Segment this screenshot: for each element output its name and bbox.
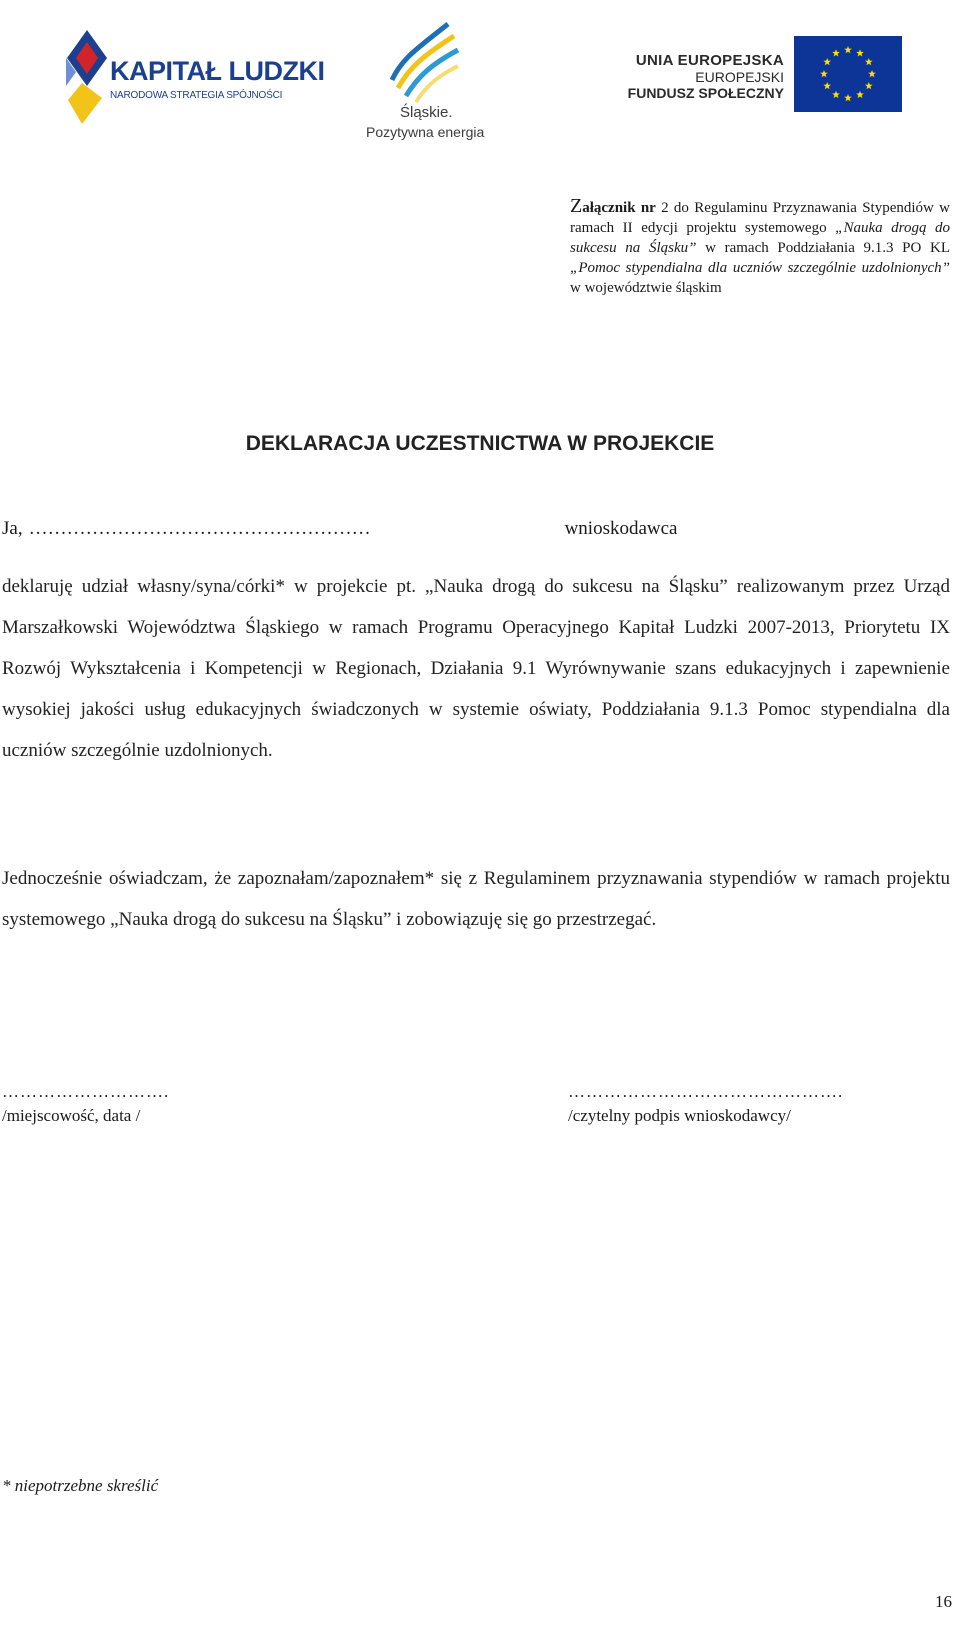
eu-star-icon [820,70,828,77]
eu-line2: EUROPEJSKI [695,69,784,85]
eu-star-icon [832,49,840,56]
applicant-signature-dots: ………………………………………. [568,1082,844,1101]
kapital-ludzki-name: KAPITAŁ LUDZKI [110,56,325,86]
place-date-signature [2,1082,169,1126]
statement-paragraph: Jednocześnie oświadczam, że zapoznałam/zapoznałem* się z Regulaminem przyznawania stypendiów w ramach projektu systemowego „Nauka drogą do sukcesu na Śląsku” i zobowiązuję się go przestrzegać. [2,868,950,930]
kapital-ludzki-emblem-icon [62,28,112,128]
eu-flag-icon [794,36,902,112]
applicant-line [2,518,678,540]
annex-note [570,196,950,298]
page-title: DEKLARACJA UCZESTNICTWA W PROJEKCIE [245,432,715,455]
eu-star-icon [868,70,876,77]
annex-initial: Z [570,195,583,217]
slaskie-subtitle: Pozytywna energia [366,124,485,140]
eu-star-icon [844,94,852,101]
annex-measure-name: „Pomoc stypendialna dla uczniów szczególnie uzdolnionych” [570,260,950,276]
eu-line1: UNIA EUROPEJSKA [635,52,784,69]
annex-project-name: „Nauka drogą do sukcesu na Śląsku” [570,220,950,256]
eu-star-icon [865,82,873,89]
slaskie-waves-icon [388,18,460,104]
eu-star-icon [844,46,852,53]
applicant-name-dots: ……………………………………………… [28,518,371,539]
place-date-label: /miejscowość, data / [2,1106,141,1125]
eu-star-icon [865,58,873,65]
ja-label: Ja, [2,518,23,539]
eu-star-icon [856,49,864,56]
eu-star-icon [823,58,831,65]
eu-star-icon [856,91,864,98]
annex-label: ałącznik nr [582,200,656,216]
slaskie-name: Śląskie. [400,104,453,121]
place-date-dots: ………………………. [2,1082,170,1101]
applicant-signature-label: /czytelny podpis wnioskodawcy/ [568,1106,791,1125]
slaskie-logo [360,18,500,138]
eu-logo [612,20,912,130]
applicant-signature [568,1082,843,1126]
footnote: * niepotrzebne skreślić [2,1476,159,1495]
annex-text-2: w ramach Poddziałania 9.1.3 PO KL [696,240,950,256]
eu-text [628,52,784,101]
annex-text-3: w województwie śląskim [570,280,722,296]
eu-star-icon [832,91,840,98]
eu-line3: FUNDUSZ SPOŁECZNY [627,85,784,101]
annex-text-1: 2 do Regulaminu Przyznawania Stypendiów w ramach II edycji projektu systemowego [570,200,950,236]
kapital-ludzki-logo [62,28,325,128]
role-label: wnioskodawca [564,518,678,539]
page-number: 16 [935,1592,952,1611]
declaration-paragraph: deklaruję udział własny/syna/córki* w projekcie pt. „Nauka drogą do sukcesu na Śląsku” realizowanym przez Urząd Marszałkowski Województwa Śląskiego w ramach Programu Operacyjnego Kapitał Ludzki 2007-2013, Priorytetu IX Rozwój Wykształcenia i Kompetencji w Regionach, Działania 9.1 Wyrównywanie szans edukacyjnych i zapewnienie wysokiej jakości usług edukacyjnych świadczonych w systemie oświaty, Poddziałania 9.1.3 Pomoc stypendialna dla uczniów szczególnie uzdolnionych. [2,576,950,761]
eu-star-icon [823,82,831,89]
kapital-ludzki-subtitle: NARODOWA STRATEGIA SPÓJNOŚCI [110,90,283,101]
